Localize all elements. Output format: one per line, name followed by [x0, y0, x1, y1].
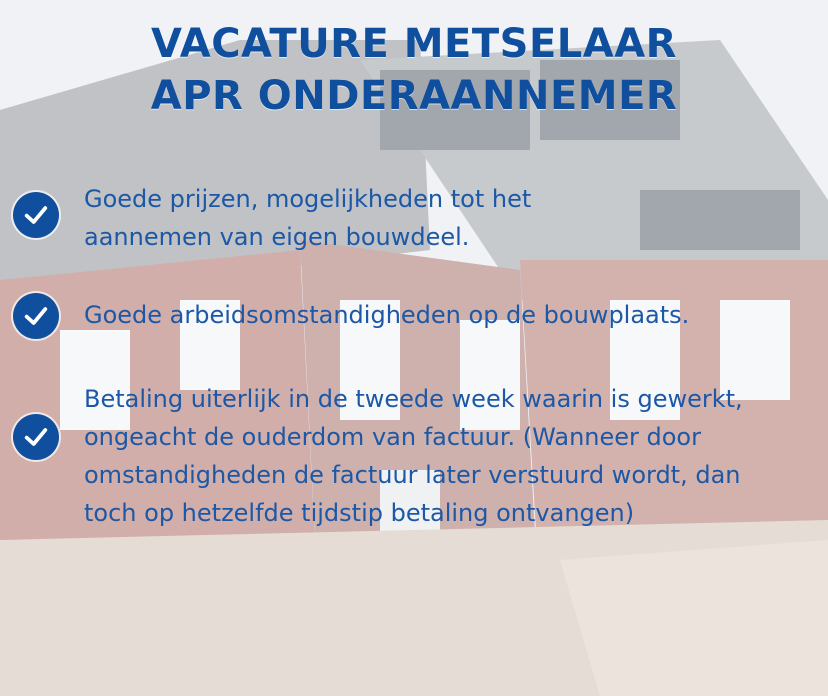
- check-circle-icon: [13, 414, 59, 460]
- benefit-text: [84, 180, 820, 256]
- check-circle-icon: [13, 192, 59, 238]
- check-circle-icon: [13, 293, 59, 339]
- benefit-line: Betaling uiterlijk in de tweede week waarin is gewerkt,: [84, 385, 743, 413]
- page-title: [0, 18, 828, 122]
- benefit-line: aannemen van eigen bouwdeel.: [84, 223, 470, 251]
- benefit-text: [84, 296, 820, 334]
- benefit-line: Goede prijzen, mogelijkheden tot het: [84, 185, 532, 213]
- benefit-line: toch op hetzelfde tijdstip betaling ontvangen): [84, 499, 635, 527]
- benefit-line: ongeacht de ouderdom van factuur. (Wanneer door: [84, 423, 701, 451]
- benefit-line: Goede arbeidsomstandigheden op de bouwplaats.: [84, 301, 690, 329]
- title-line-2: APR ONDERAANNEMER: [150, 73, 678, 119]
- benefit-text: [84, 380, 820, 532]
- title-line-1: VACATURE METSELAAR: [151, 21, 677, 67]
- benefit-line: omstandigheden de factuur later verstuurd wordt, dan: [84, 461, 741, 489]
